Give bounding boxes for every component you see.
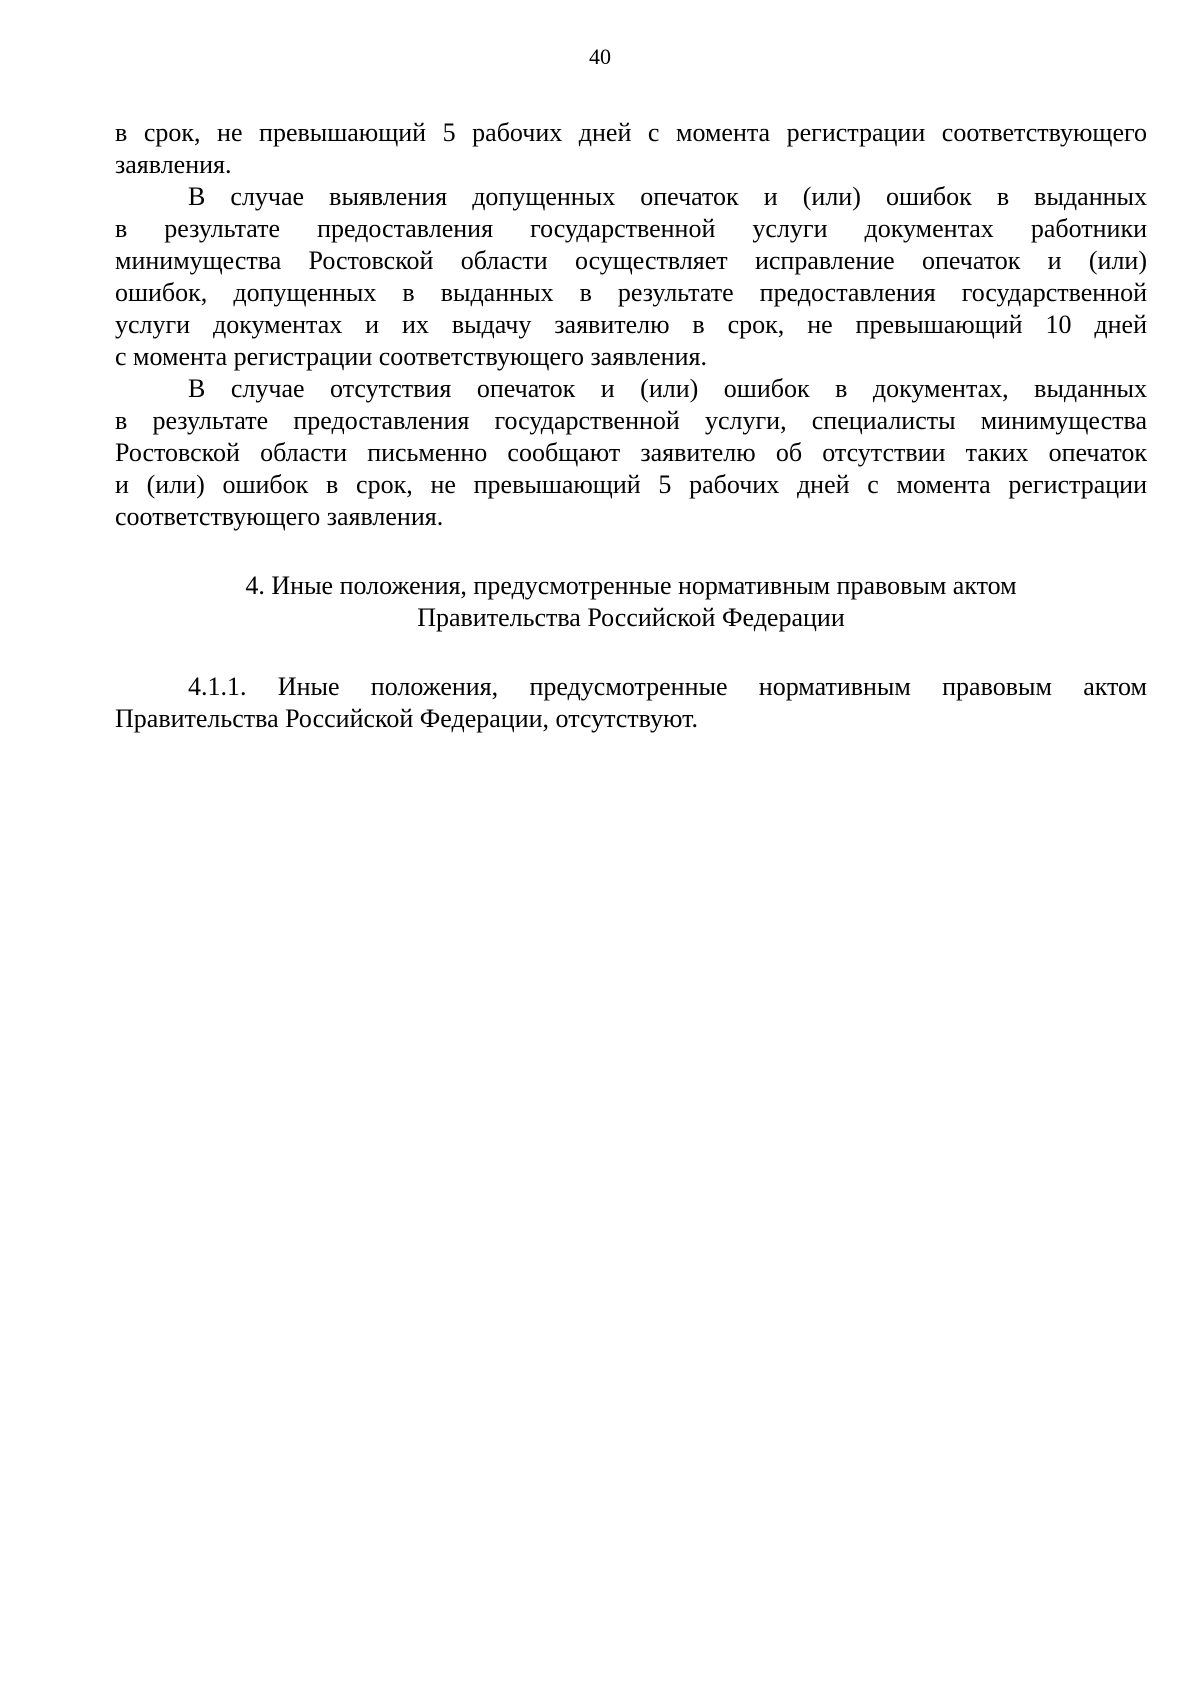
- paragraph-line: В случае отсутствия опечаток и (или) ошибок в документах, выданных: [188, 374, 1147, 403]
- paragraph-line: ошибок, допущенных в выданных в результате предоставления государственной: [115, 278, 1147, 307]
- paragraph-line: Ростовской области письменно сообщают заявителю об отсутствии таких опечаток: [115, 438, 1147, 467]
- paragraph-line: 4.1.1. Иные положения, предусмотренные нормативным правовым актом: [188, 672, 1147, 701]
- section-heading: [115, 570, 1147, 634]
- paragraph-line: с момента регистрации соответствующего заявления.: [115, 342, 707, 371]
- page-number: 40: [589, 44, 611, 69]
- paragraph-line: заявления.: [115, 150, 232, 179]
- paragraph-line: соответствующего заявления.: [115, 502, 444, 531]
- paragraph-line: В случае выявления допущенных опечаток и (или) ошибок в выданных: [188, 182, 1147, 211]
- section-heading-line: Правительства Российской Федерации: [417, 603, 845, 632]
- paragraph-line: в результате предоставления государственной услуги документах работники: [115, 214, 1147, 243]
- paragraph-line: в срок, не превышающий 5 рабочих дней с момента регистрации соответствующего: [115, 118, 1147, 147]
- paragraph-line: в результате предоставления государственной услуги, специалисты минимущества: [115, 406, 1147, 435]
- paragraph-line: и (или) ошибок в срок, не превышающий 5 рабочих дней с момента регистрации: [115, 470, 1147, 499]
- section-heading-line: 4. Иные положения, предусмотренные нормативным правовым актом: [245, 571, 1017, 600]
- section-paragraph: [115, 671, 1147, 735]
- paragraph-line: Правительства Российской Федерации, отсутствуют.: [115, 704, 699, 733]
- paragraph-line: услуги документах и их выдачу заявителю в срок, не превышающий 10 дней: [115, 310, 1147, 339]
- paragraph-line: минимущества Ростовской области осуществляет исправление опечаток и (или): [115, 246, 1147, 275]
- body-text: [115, 117, 1147, 533]
